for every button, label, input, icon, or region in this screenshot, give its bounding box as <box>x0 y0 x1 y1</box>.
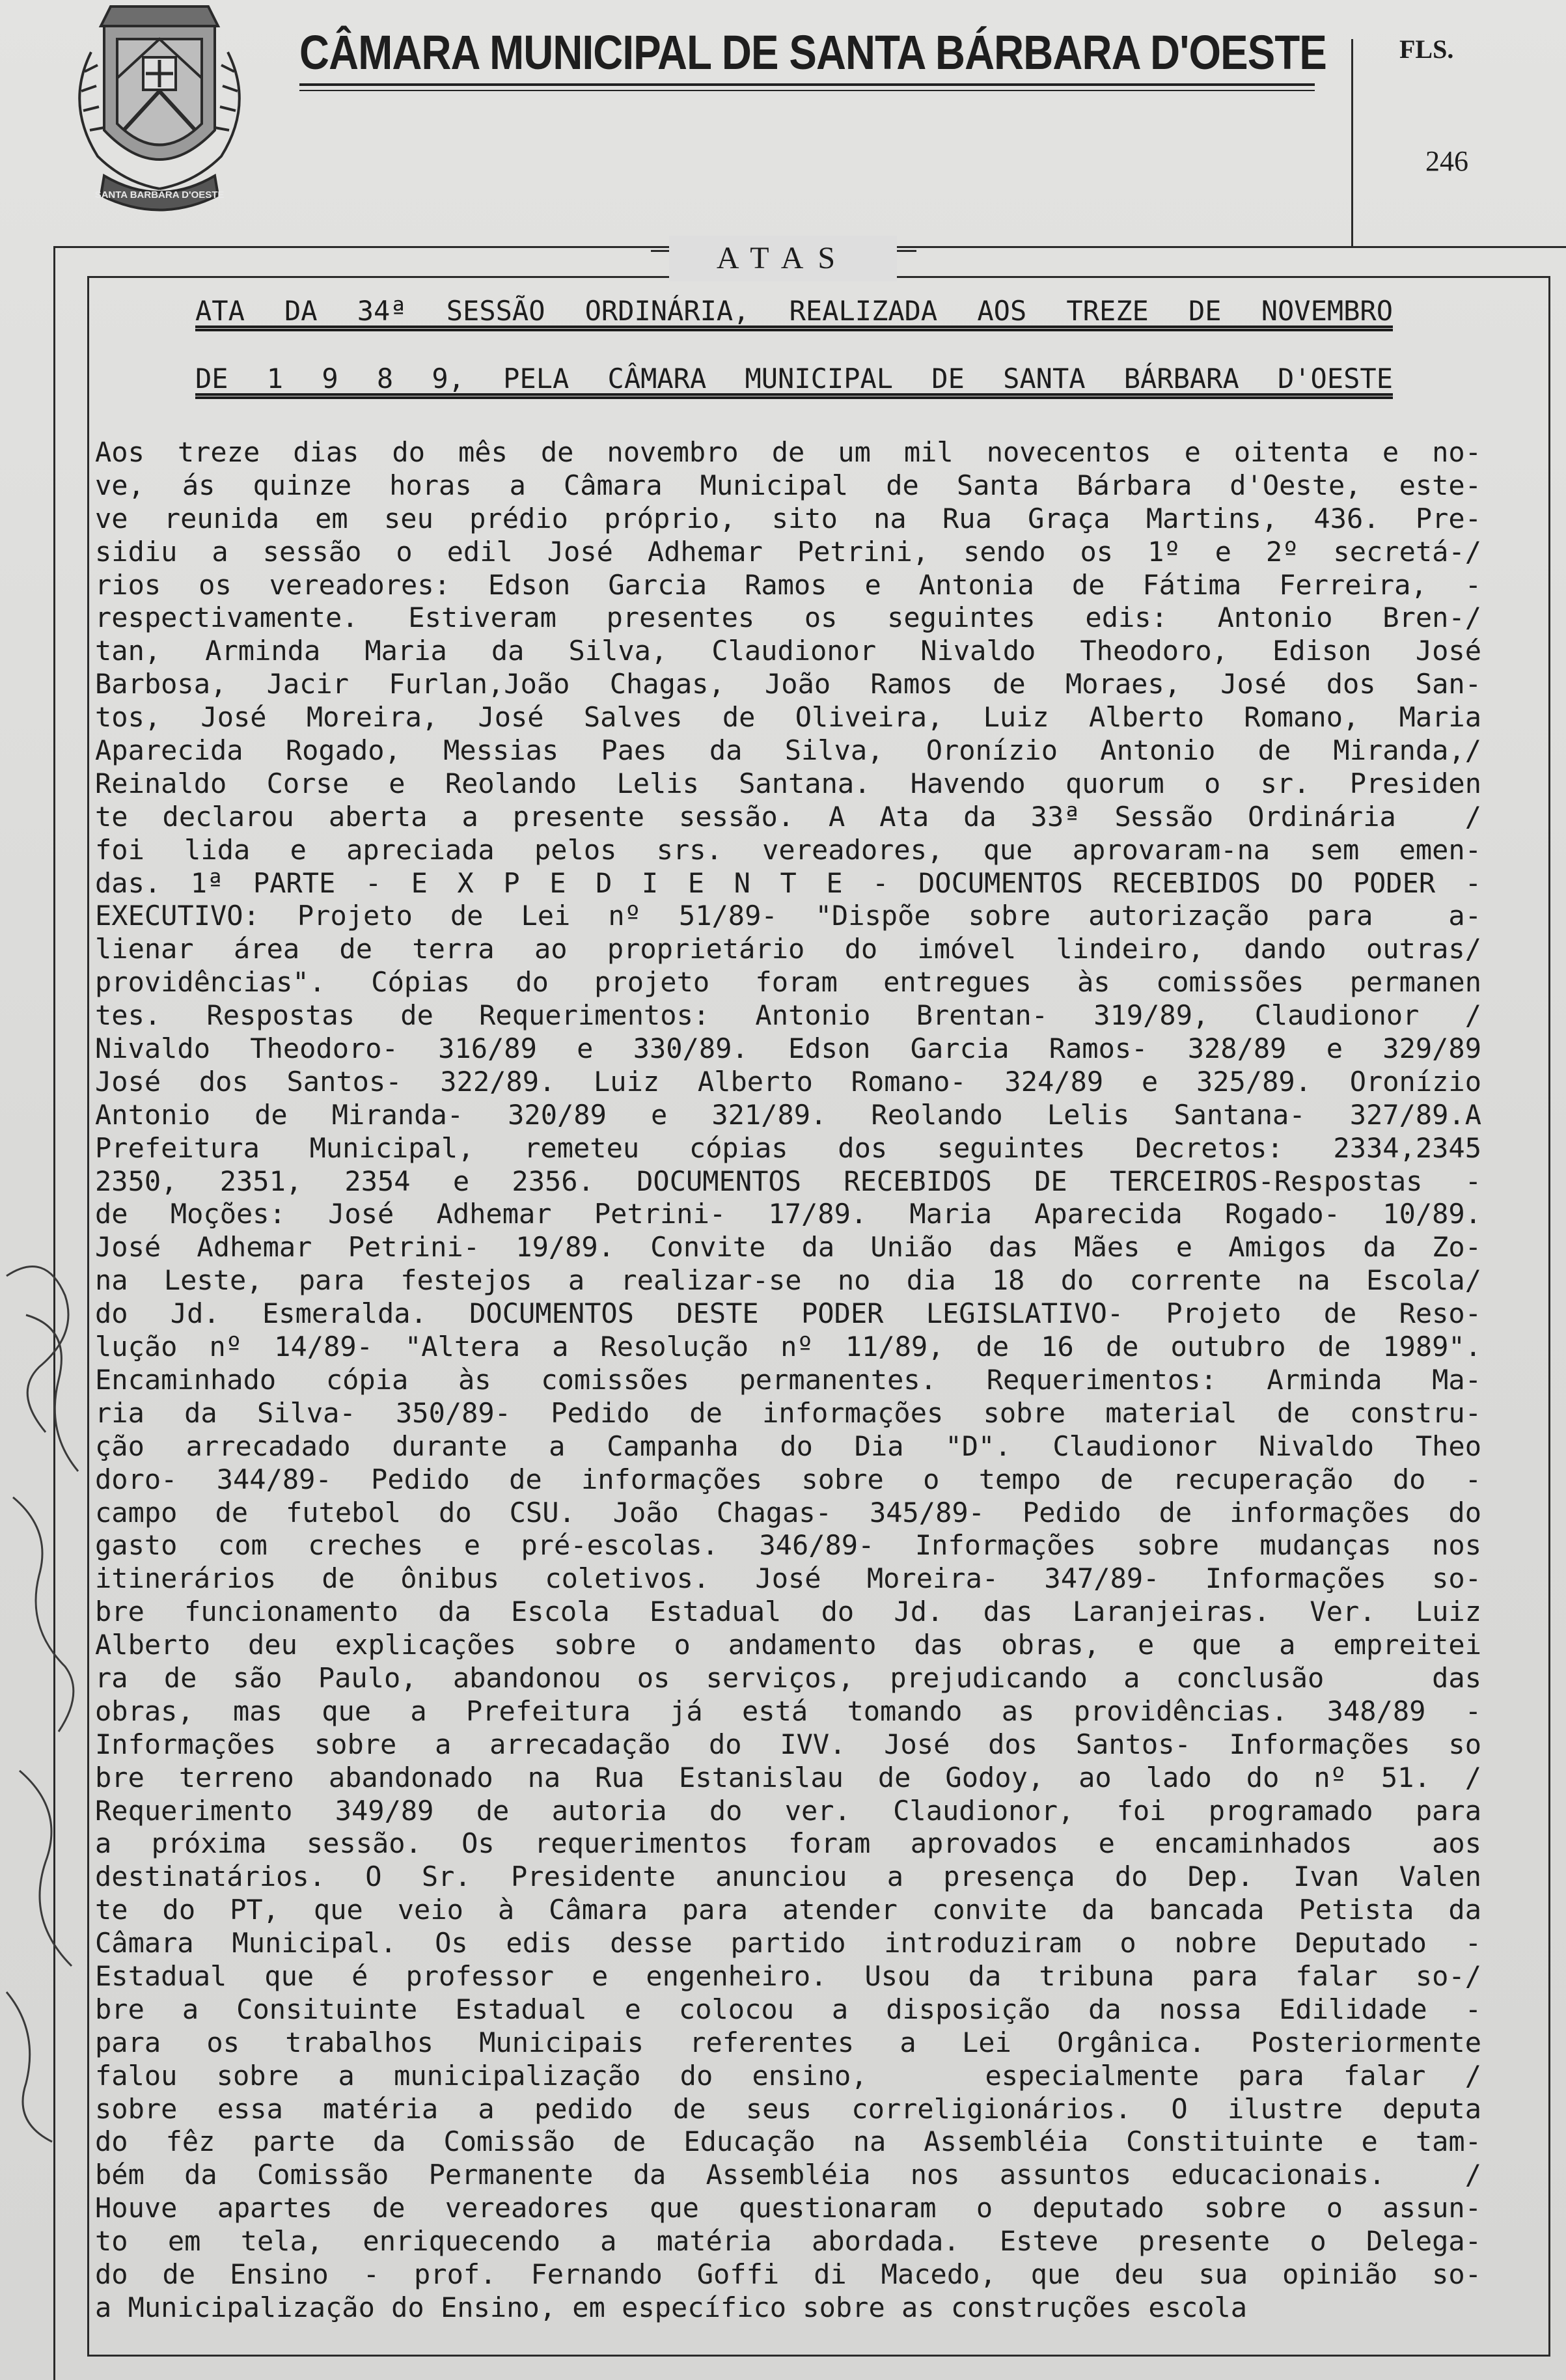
body-line: destinatários. O Sr. Presidente anunciou a presença do Dep. Ivan Valen <box>95 1861 1481 1893</box>
body-line: Requerimento 349/89 de autoria do ver. Claudionor, foi programado para <box>95 1794 1481 1827</box>
body-line: Alberto deu explicações sobre o andamento das obras, e que a empreitei <box>95 1629 1481 1661</box>
body-line: Informações sobre a arrecadação do IVV. José dos Santos- Informações so <box>95 1728 1481 1760</box>
body-line: bre terreno abandonado na Rua Estanislau de Godoy, ao lado do nº 51. / <box>95 1761 1481 1793</box>
body-line: tes. Respostas de Requerimentos: Antonio Brentan- 319/89, Claudionor / <box>95 999 1481 1032</box>
body-line: ra de são Paulo, abandonou os serviços, prejudicando a conclusão das <box>95 1661 1481 1694</box>
body-line: Antonio de Miranda- 320/89 e 321/89. Reolando Lelis Santana- 327/89.A <box>95 1098 1481 1131</box>
body-line: na Leste, para festejos a realizar-se no dia 18 do corrente na Escola/ <box>95 1264 1481 1297</box>
body-line: Aos treze dias do mês de novembro de um mil novecentos e oitenta e no- <box>95 436 1481 468</box>
body-line: te do PT, que veio à Câmara para atender convite da bancada Petista da <box>95 1894 1481 1926</box>
body-line: do de Ensino - prof. Fernando Goffi di Macedo, que deu sua opinião so- <box>95 2258 1481 2290</box>
header-divider <box>1351 39 1353 247</box>
body-line: do fêz parte da Comissão de Educação na Assembléia Constituinte e tam- <box>95 2125 1481 2158</box>
body-line: te declarou aberta a presente sessão. A Ata da 33ª Sessão Ordinária / <box>95 800 1481 833</box>
body-line: obras, mas que a Prefeitura já está tomando as providências. 348/89 - <box>95 1695 1481 1727</box>
body-line: José dos Santos- 322/89. Luiz Alberto Romano- 324/89 e 325/89. Oronízio <box>95 1065 1481 1098</box>
body-line: Houve apartes de vereadores que questionaram o deputado sobre o assun- <box>95 2192 1481 2224</box>
body-line: bre funcionamento da Escola Estadual do Jd. das Laranjeiras. Ver. Luiz <box>95 1596 1481 1628</box>
body-line: do Jd. Esmeralda. DOCUMENTOS DESTE PODER LEGISLATIVO- Projeto de Reso- <box>95 1297 1481 1330</box>
body-line: Estadual que é professor e engenheiro. Usou da tribuna para falar so-/ <box>95 1959 1481 1992</box>
body-line: rios os vereadores: Edson Garcia Ramos e Antonia de Fátima Ferreira, - <box>95 568 1481 601</box>
atas-rule-left <box>651 250 670 252</box>
body-line: ve, ás quinze horas a Câmara Municipal de Santa Bárbara d'Oeste, este- <box>95 469 1481 501</box>
header-rule-thin <box>299 90 1315 91</box>
body-line: to em tela, enriquecendo a matéria abordada. Esteve presente o Delega- <box>95 2225 1481 2258</box>
minutes-title-line-2: DE 1 9 8 9, PELA CÂMARA MUNICIPAL DE SANTA BÁRBARA D'OESTE <box>195 363 1393 394</box>
body-line: tos, José Moreira, José Salves de Oliveira, Luiz Alberto Romano, Maria <box>95 701 1481 734</box>
seal-inscription: SANTA BARBARA D'OESTE <box>94 189 225 201</box>
body-line: ção arrecadado durante a Campanha do Dia "D". Claudionor Nivaldo Theo <box>95 1430 1481 1462</box>
minutes-title-line-1: ATA DA 34ª SESSÃO ORDINÁRIA, REALIZADA AOS TREZE DE NOVEMBRO <box>195 295 1393 327</box>
body-line: a Municipalização do Ensino, em específico sobre as construções escola <box>95 2291 1248 2323</box>
body-line: respectivamente. Estiveram presentes os seguintes edis: Antonio Bren-/ <box>95 602 1481 634</box>
body-line: ria da Silva- 350/89- Pedido de informações sobre material de constru- <box>95 1396 1481 1429</box>
minutes-body <box>95 436 1481 2325</box>
body-line: Aparecida Rogado, Messias Paes da Silva, Oronízio Antonio de Miranda,/ <box>95 734 1481 767</box>
body-line: de Moções: José Adhemar Petrini- 17/89. Maria Aparecida Rogado- 10/89. <box>95 1198 1481 1230</box>
chamber-title: CÂMARA MUNICIPAL DE SANTA BÁRBARA D'OESTE <box>299 25 1326 79</box>
body-line: Barbosa, Jacir Furlan,João Chagas, João Ramos de Moraes, José dos San- <box>95 668 1481 700</box>
folio-label: FLS. <box>1399 35 1454 64</box>
atas-rule-right <box>897 250 916 252</box>
body-line: das. 1ª PARTE - E X P E D I E N T E - DOCUMENTOS RECEBIDOS DO PODER - <box>95 866 1481 899</box>
body-line: doro- 344/89- Pedido de informações sobre o tempo de recuperação do - <box>95 1463 1481 1495</box>
body-line: Nivaldo Theodoro- 316/89 e 330/89. Edson Garcia Ramos- 328/89 e 329/89 <box>95 1032 1481 1065</box>
body-line: Câmara Municipal. Os edis desse partido introduziram o nobre Deputado - <box>95 1927 1481 1959</box>
body-line: 2350, 2351, 2354 e 2356. DOCUMENTOS RECEBIDOS DE TERCEIROS-Respostas - <box>95 1165 1481 1197</box>
body-line: itinerários de ônibus coletivos. José Moreira- 347/89- Informações so- <box>95 1562 1481 1595</box>
body-line: providências". Cópias do projeto foram entregues às comissões permanen <box>95 966 1481 999</box>
margin-signature <box>0 1237 91 2148</box>
body-line: José Adhemar Petrini- 19/89. Convite da União das Mães e Amigos da Zo- <box>95 1231 1481 1264</box>
body-line: ve reunida em seu prédio próprio, sito na Rua Graça Martins, 436. Pre- <box>95 502 1481 534</box>
body-line: a próxima sessão. Os requerimentos foram aprovados e encaminhados aos <box>95 1827 1481 1860</box>
body-line: gasto com creches e pré-escolas. 346/89- Informações sobre mudanças nos <box>95 1529 1481 1562</box>
body-line: Encaminhado cópia às comissões permanentes. Requerimentos: Arminda Ma- <box>95 1363 1481 1396</box>
body-line: EXECUTIVO: Projeto de Lei nº 51/89- "Dispõe sobre autorização para a- <box>95 900 1481 932</box>
body-line: foi lida e apreciada pelos srs. vereadores, que aprovaram-na sem emen- <box>95 833 1481 866</box>
body-line: bre a Consituinte Estadual e colocou a disposição da nossa Edilidade - <box>95 1993 1481 2025</box>
municipal-coat-of-arms <box>65 0 254 215</box>
folio-number: 246 <box>1425 145 1468 177</box>
atas-label-box <box>669 236 897 281</box>
body-line: campo de futebol do CSU. João Chagas- 345/89- Pedido de informações do <box>95 1496 1481 1529</box>
body-line: falou sobre a municipalização do ensino, especialmente para falar / <box>95 2059 1481 2092</box>
body-line: lienar área de terra ao proprietário do imóvel lindeiro, dando outras/ <box>95 933 1481 965</box>
body-line: Prefeitura Municipal, remeteu cópias dos seguintes Decretos: 2334,2345 <box>95 1131 1481 1164</box>
body-line: tan, Arminda Maria da Silva, Claudionor Nivaldo Theodoro, Edison José <box>95 635 1481 667</box>
header-rule <box>299 83 1315 86</box>
body-line: lução nº 14/89- "Altera a Resolução nº 11/89, de 16 de outubro de 1989". <box>95 1331 1481 1363</box>
body-line: bém da Comissão Permanente da Assembléia nos assuntos educacionais. / <box>95 2159 1481 2191</box>
section-label: ATAS <box>716 241 850 275</box>
body-line: sidiu a sessão o edil José Adhemar Petrini, sendo os 1º e 2º secretá-/ <box>95 535 1481 568</box>
body-line: para os trabalhos Municipais referentes a Lei Orgânica. Posteriormente <box>95 2026 1481 2058</box>
body-line: sobre essa matéria a pedido de seus correligionários. O ilustre deputa <box>95 2092 1481 2125</box>
body-line: Reinaldo Corse e Reolando Lelis Santana. Havendo quorum o sr. Presiden <box>95 767 1481 799</box>
